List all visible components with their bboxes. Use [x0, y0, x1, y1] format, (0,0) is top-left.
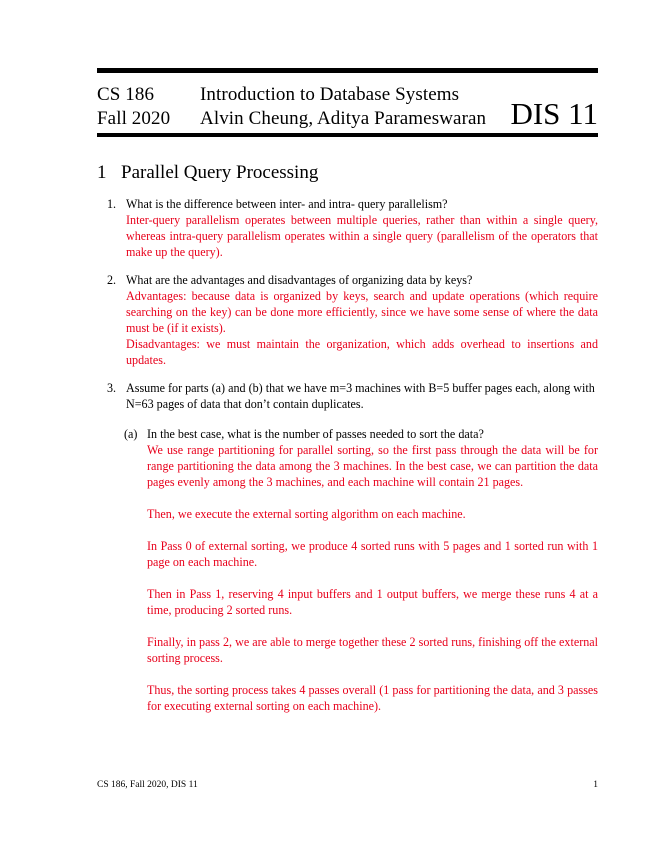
footer-course-info: CS 186, Fall 2020, DIS 11 [97, 780, 198, 790]
answer-2-disadvantages: Disadvantages: we must maintain the organization, which adds overhead to insertions and updates. [126, 337, 598, 367]
header-top-rule [97, 68, 598, 73]
section-title: Parallel Query Processing [121, 162, 319, 183]
question-number: 3. [107, 381, 117, 395]
question-text: Assume for parts (a) and (b) that we have m=3 machines with B=5 buffer pages each, along with N=63 pages of data that don’t contain duplicates. [126, 381, 595, 411]
question-3 [107, 380, 598, 412]
course-title: Introduction to Database Systems [200, 84, 460, 105]
question-number: 1. [107, 197, 117, 211]
answer-2-advantages: Advantages: because data is organized by keys, search and update operations (which require searching on the key) can be done more efficiently, since we have some sense of where the data must be (if it exists). [126, 289, 598, 335]
question-1 [107, 196, 598, 212]
answer-3a-paragraph: Finally, in pass 2, we are able to merge together these 2 sorted runs, finishing off the external sorting process. [147, 635, 598, 665]
section-heading [97, 162, 318, 184]
question-text: What are the advantages and disadvantages of organizing data by keys? [126, 273, 473, 287]
answer-3a-paragraph: We use range partitioning for parallel sorting, so the first pass through the data will be for range partitioning the data among the 3 machines. In the best case, we can partition the data pages evenly among the 3 machines, and each machine will contain 21 pages. [147, 443, 598, 489]
question-number: 2. [107, 273, 117, 287]
course-instructors: Alvin Cheung, Aditya Parameswaran [200, 108, 487, 129]
subpart-text: In the best case, what is the number of passes needed to sort the data? [147, 427, 484, 441]
subpart-label: (a) [124, 427, 138, 441]
answer-3a-paragraph: Thus, the sorting process takes 4 passes overall (1 pass for partitioning the data, and 3 passes for executing external sorting on each machine). [147, 683, 598, 713]
answer-1: Inter-query parallelism operates between multiple queries, rather than within a single query, whereas intra-query parallelism operates within a single query (parallelism of the operators that make up the query). [126, 213, 598, 259]
document-body [0, 196, 655, 714]
question-2 [107, 272, 598, 288]
question-text: What is the difference between inter- and intra- query parallelism? [126, 197, 448, 211]
header-bottom-rule [97, 133, 598, 137]
answer-3a-paragraph: Then, we execute the external sorting algorithm on each machine. [147, 507, 466, 521]
footer-page-number: 1 [593, 780, 598, 790]
question-3a [124, 426, 598, 442]
course-code: CS 186 [97, 84, 155, 105]
discussion-label: DIS 11 [510, 96, 598, 131]
answer-3a-paragraph: In Pass 0 of external sorting, we produce 4 sorted runs with 5 pages and 1 sorted run with 1 page on each machine. [147, 539, 598, 569]
course-term: Fall 2020 [97, 108, 171, 129]
answer-3a-paragraph: Then in Pass 1, reserving 4 input buffers and 1 output buffers, we merge these runs 4 at a time, producing 2 sorted runs. [147, 587, 598, 617]
section-number: 1 [97, 162, 107, 183]
